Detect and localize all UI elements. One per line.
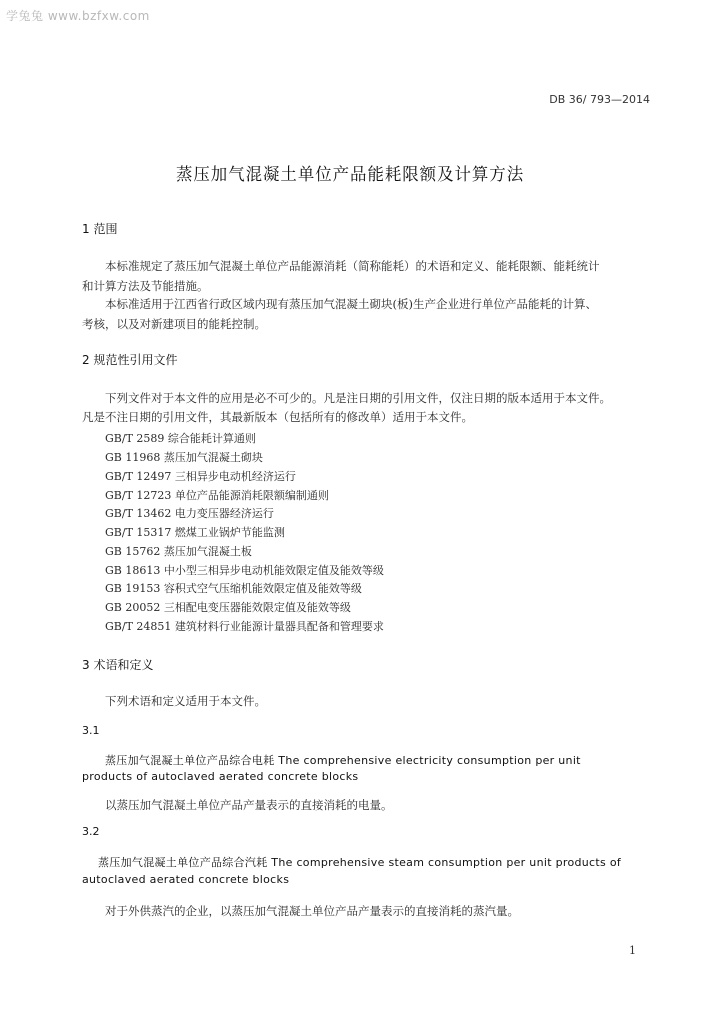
document-number: DB 36/ 793—2014: [549, 93, 650, 106]
reference-item: GB 18613 中小型三相异步电动机能效限定值及能效等级: [105, 564, 384, 577]
term-title: 蒸压加气混凝土单位产品综合汽耗 The comprehensive steam consumption per unit products of: [98, 856, 622, 869]
term-number: 3.2: [82, 825, 100, 838]
reference-item: GB/T 2589 综合能耗计算通则: [105, 432, 256, 445]
term-title: 蒸压加气混凝土单位产品综合电耗 The comprehensive electricity consumption per unit: [105, 754, 581, 767]
page-title: 蒸压加气混凝土单位产品能耗限额及计算方法: [175, 165, 525, 185]
term-title: products of autoclaved aerated concrete blocks: [82, 770, 359, 783]
reference-item: GB/T 12497 三相异步电动机经济运行: [105, 470, 296, 483]
reference-item: GB 11968 蒸压加气混凝土砌块: [105, 451, 263, 464]
paragraph-line: 本标准规定了蒸压加气混凝土单位产品能源消耗（简称能耗）的术语和定义、能耗限额、能耗统计: [105, 259, 600, 273]
paragraph-line: 考核，以及对新建项目的能耗控制。: [82, 317, 266, 331]
section-heading-references: 2 规范性引用文件: [82, 353, 178, 367]
reference-item: GB 19153 容积式空气压缩机能效限定值及能效等级: [105, 582, 362, 595]
watermark: 学兔兔 www.bzfxw.com: [6, 9, 150, 23]
term-definition: 以蒸压加气混凝土单位产品产量表示的直接消耗的电量。: [105, 798, 393, 812]
reference-item: GB/T 13462 电力变压器经济运行: [105, 507, 274, 520]
page-number: 1: [629, 944, 636, 957]
paragraph-line: 凡是不注日期的引用文件，其最新版本（包括所有的修改单）适用于本文件。: [82, 410, 473, 424]
paragraph-line: 下列术语和定义适用于本文件。: [105, 694, 266, 708]
reference-item: GB/T 12723 单位产品能源消耗限额编制通则: [105, 489, 329, 502]
reference-item: GB/T 15317 燃煤工业锅炉节能监测: [105, 526, 285, 539]
term-number: 3.1: [82, 724, 100, 737]
term-definition: 对于外供蒸汽的企业，以蒸压加气混凝土单位产品产量表示的直接消耗的蒸汽量。: [105, 904, 519, 918]
paragraph-line: 和计算方法及节能措施。: [82, 279, 209, 293]
reference-item: GB 20052 三相配电变压器能效限定值及能效等级: [105, 601, 351, 614]
section-heading-scope: 1 范围: [82, 222, 118, 236]
paragraph-line: 本标准适用于江西省行政区域内现有蒸压加气混凝土砌块(板)生产企业进行单位产品能耗的计算、: [105, 297, 597, 311]
section-heading-terms: 3 术语和定义: [82, 658, 154, 672]
reference-item: GB 15762 蒸压加气混凝土板: [105, 545, 252, 558]
paragraph-line: 下列文件对于本文件的应用是必不可少的。凡是注日期的引用文件，仅注日期的版本适用于本文件。: [105, 391, 611, 405]
reference-item: GB/T 24851 建筑材料行业能源计量器具配备和管理要求: [105, 620, 384, 633]
term-title: autoclaved aerated concrete blocks: [82, 873, 290, 886]
